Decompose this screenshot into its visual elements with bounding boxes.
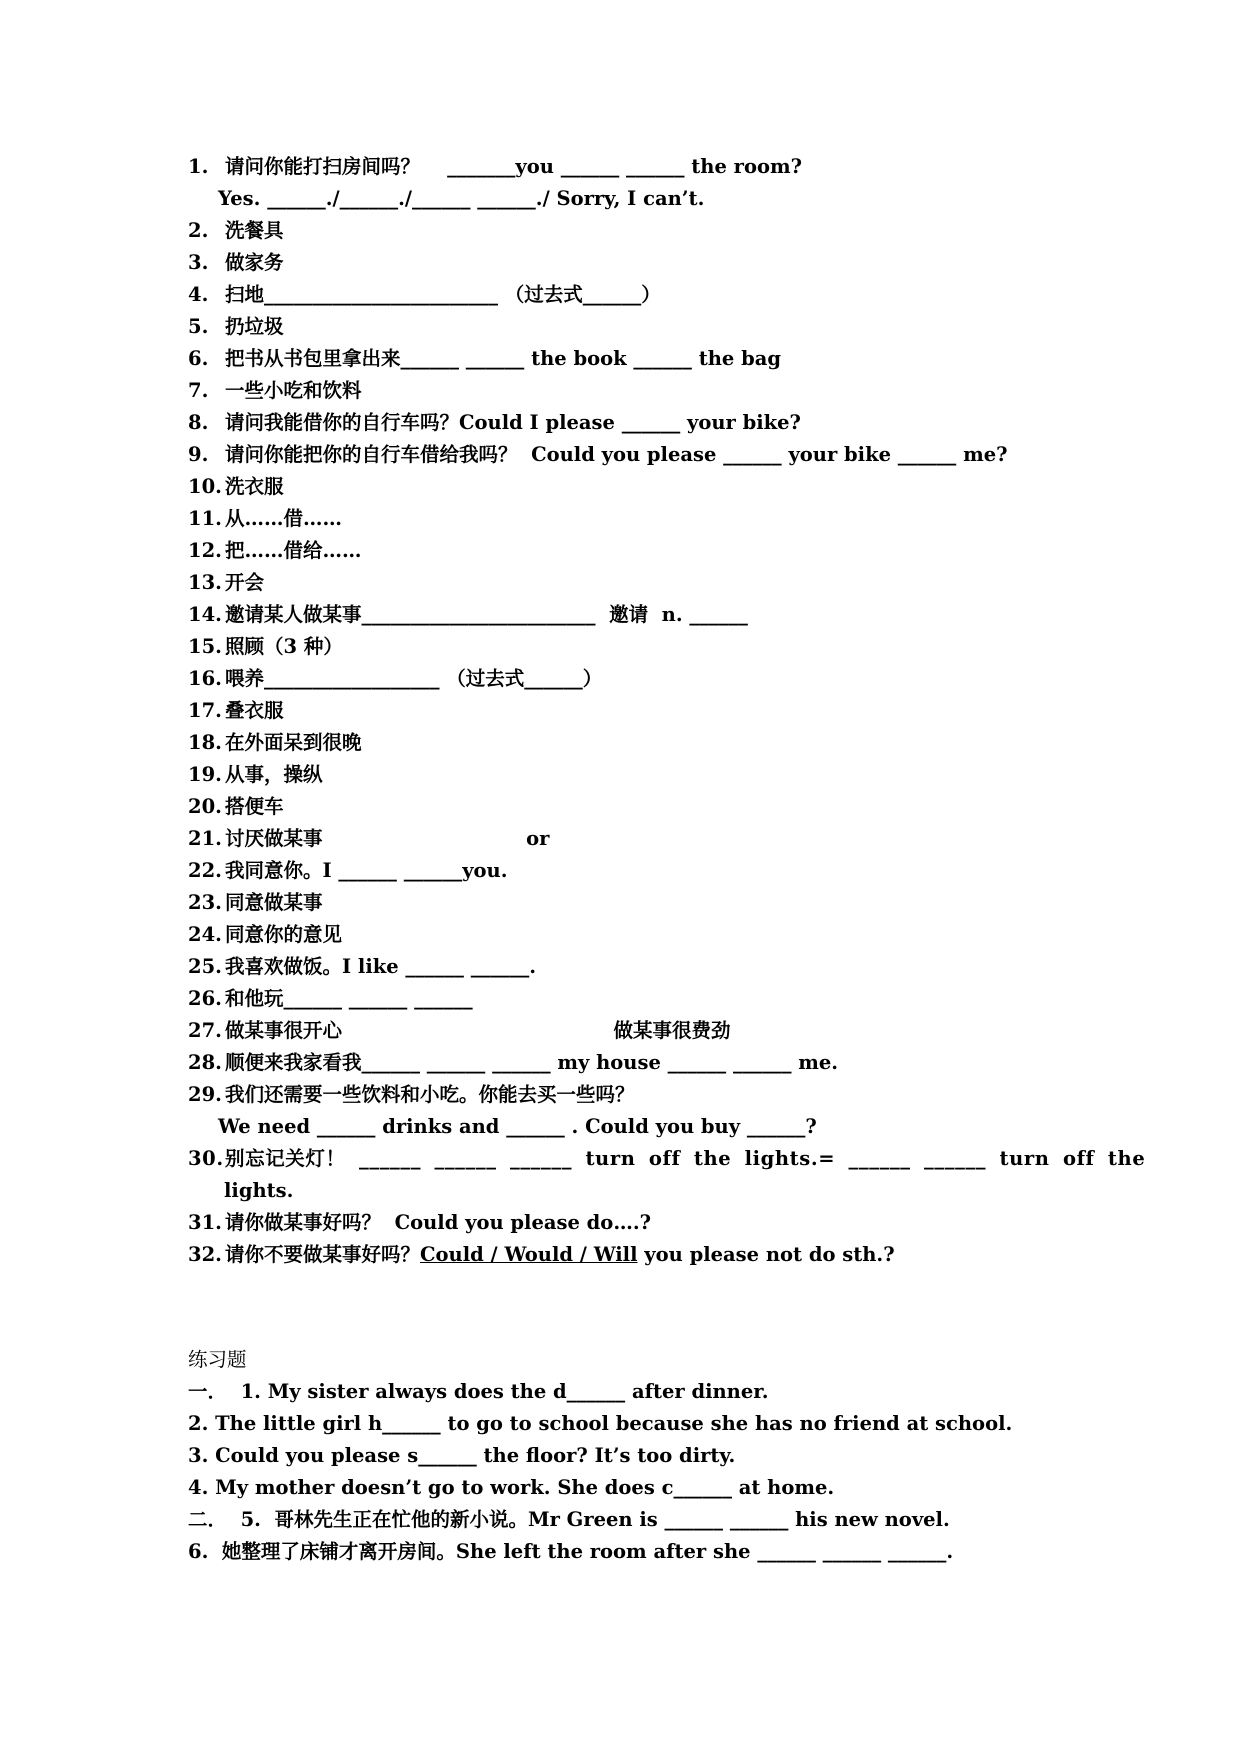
item-2 — [188, 215, 284, 247]
item-number: 23. — [188, 891, 222, 914]
item-number: 15. — [188, 635, 222, 658]
item-11 — [188, 503, 342, 535]
item-number: 26. — [188, 987, 222, 1010]
item-30-continued — [224, 1175, 293, 1207]
exercise-line-5: 二． 5. 哥林先生正在忙他的新小说。Mr Green is ______ ______ his new novel. — [188, 1508, 950, 1531]
item-text: 别忘记关灯！ ______ ______ ______ turn off the lights.= ______ ______ turn off the — [225, 1147, 1146, 1170]
item-28 — [188, 1047, 838, 1079]
item-21 — [188, 823, 549, 855]
item-1-answer — [218, 183, 704, 215]
item-17 — [188, 695, 284, 727]
item-text: 和他玩______ ______ ______ — [225, 987, 473, 1010]
item-29-answer — [218, 1111, 817, 1143]
item-text: 开会 — [225, 571, 265, 594]
item-number: 14. — [188, 603, 222, 626]
item-20 — [188, 791, 284, 823]
exercise-line-3: 3. Could you please s______ the floor? It’s too dirty. — [188, 1444, 736, 1467]
item-number: 5. — [188, 315, 209, 338]
item-number: 21. — [188, 827, 222, 850]
item-27 — [188, 1015, 731, 1047]
item-text: 从……借…… — [225, 507, 343, 530]
item-text: 我喜欢做饭。I like ______ ______. — [225, 955, 537, 978]
item-23 — [188, 887, 323, 919]
item-12 — [188, 535, 362, 567]
item-text: 请问我能借你的自行车吗？Could I please ______ your bike? — [225, 411, 801, 434]
item-number: 8. — [188, 411, 209, 434]
item-5 — [188, 311, 284, 343]
item-text-post: you please not do sth.? — [637, 1243, 895, 1266]
item-number: 30. — [188, 1147, 224, 1170]
item-number: 31. — [188, 1211, 222, 1234]
item-number: 7. — [188, 379, 209, 402]
item-13 — [188, 567, 264, 599]
item-text: 一些小吃和饮料 — [225, 379, 362, 402]
item-7 — [188, 375, 362, 407]
item-15 — [188, 631, 343, 663]
exercise-line-4: 4. My mother doesn’t go to work. She does c______ at home. — [188, 1476, 835, 1499]
item-number: 18. — [188, 731, 222, 754]
item-26 — [188, 983, 473, 1015]
item-text: 请问你能打扫房间吗？ _______you ______ ______ the room? — [225, 155, 803, 178]
item-text: 做某事很开心 做某事很费劲 — [225, 1019, 731, 1042]
item-30 — [188, 1143, 1145, 1175]
item-number: 13. — [188, 571, 222, 594]
item-number: 28. — [188, 1051, 222, 1074]
item-text: We need ______ drinks and ______ . Could you buy ______? — [218, 1115, 817, 1138]
exercise-line-2: 2. The little girl h______ to go to school because she has no friend at school. — [188, 1412, 1013, 1435]
item-number: 2. — [188, 219, 209, 242]
item-text: 做家务 — [225, 251, 284, 274]
item-number: 3. — [188, 251, 209, 274]
item-8 — [188, 407, 801, 439]
item-10 — [188, 471, 284, 503]
item-text: 在外面呆到很晚 — [225, 731, 362, 754]
item-number: 24. — [188, 923, 222, 946]
item-text: 我们还需要一些饮料和小吃。你能去买一些吗？ — [225, 1083, 635, 1106]
item-number: 4. — [188, 283, 209, 306]
item-number: 29. — [188, 1083, 222, 1106]
item-4 — [188, 279, 661, 311]
item-3 — [188, 247, 284, 279]
item-text: 从事，操纵 — [225, 763, 323, 786]
item-number: 1. — [188, 155, 209, 178]
item-text: 搭便车 — [225, 795, 284, 818]
item-number: 12. — [188, 539, 222, 562]
item-29 — [188, 1079, 635, 1111]
item-text: 请问你能把你的自行车借给我吗？ Could you please ______ your bike ______ me? — [225, 443, 1008, 466]
item-text: 讨厌做某事 or — [225, 827, 550, 850]
item-22 — [188, 855, 508, 887]
item-24 — [188, 919, 342, 951]
item-text: 把……借给…… — [225, 539, 362, 562]
item-number: 10. — [188, 475, 222, 498]
item-number: 19. — [188, 763, 222, 786]
item-text: 请你做某事好吗？ Could you please do….? — [225, 1211, 652, 1234]
underlined-modal-verbs: Could / Would / Will — [420, 1243, 638, 1266]
exercise-title: 练习题 — [188, 1348, 247, 1371]
item-9 — [188, 439, 1008, 471]
item-number: 32. — [188, 1243, 222, 1266]
item-text: 照顾（3 种） — [225, 635, 343, 658]
item-number: 27. — [188, 1019, 222, 1042]
item-number: 9. — [188, 443, 209, 466]
exercise-line-1: 一． 1. My sister always does the d______ after dinner. — [188, 1380, 769, 1403]
item-number: 6. — [188, 347, 209, 370]
item-text: 扔垃圾 — [225, 315, 284, 338]
item-text: 洗衣服 — [225, 475, 284, 498]
item-text: Yes. ______./______./______ ______./ Sorry, I can’t. — [218, 187, 705, 210]
item-number: 16. — [188, 667, 222, 690]
item-text: 喂养__________________ （过去式______） — [225, 667, 603, 690]
item-text: 洗餐具 — [225, 219, 284, 242]
item-16 — [188, 663, 602, 695]
item-text: 叠衣服 — [225, 699, 284, 722]
item-31 — [188, 1207, 651, 1239]
item-number: 22. — [188, 859, 222, 882]
item-19 — [188, 759, 323, 791]
item-32 — [188, 1239, 895, 1271]
item-14 — [188, 599, 748, 631]
item-number: 25. — [188, 955, 222, 978]
item-number: 20. — [188, 795, 222, 818]
item-number: 17. — [188, 699, 222, 722]
item-text: 顺便来我家看我______ ______ ______ my house ______ ______ me. — [225, 1051, 839, 1074]
item-6 — [188, 343, 781, 375]
item-text: 扫地________________________ （过去式______） — [225, 283, 661, 306]
item-number: 11. — [188, 507, 222, 530]
item-text-pre: 请你不要做某事好吗？ — [225, 1243, 421, 1266]
item-1 — [188, 151, 802, 183]
item-18 — [188, 727, 362, 759]
item-text: 同意你的意见 — [225, 923, 343, 946]
item-text: 把书从书包里拿出来______ ______ the book ______ the bag — [225, 347, 781, 370]
item-25 — [188, 951, 536, 983]
item-text: 同意做某事 — [225, 891, 323, 914]
item-text: 邀请某人做某事________________________ 邀请 n. ______ — [225, 603, 748, 626]
exercise-line-6: 6. 她整理了床铺才离开房间。She left the room after she ______ ______ ______. — [188, 1540, 954, 1563]
item-text: lights. — [224, 1179, 294, 1202]
item-text: 我同意你。I ______ ______you. — [225, 859, 508, 882]
